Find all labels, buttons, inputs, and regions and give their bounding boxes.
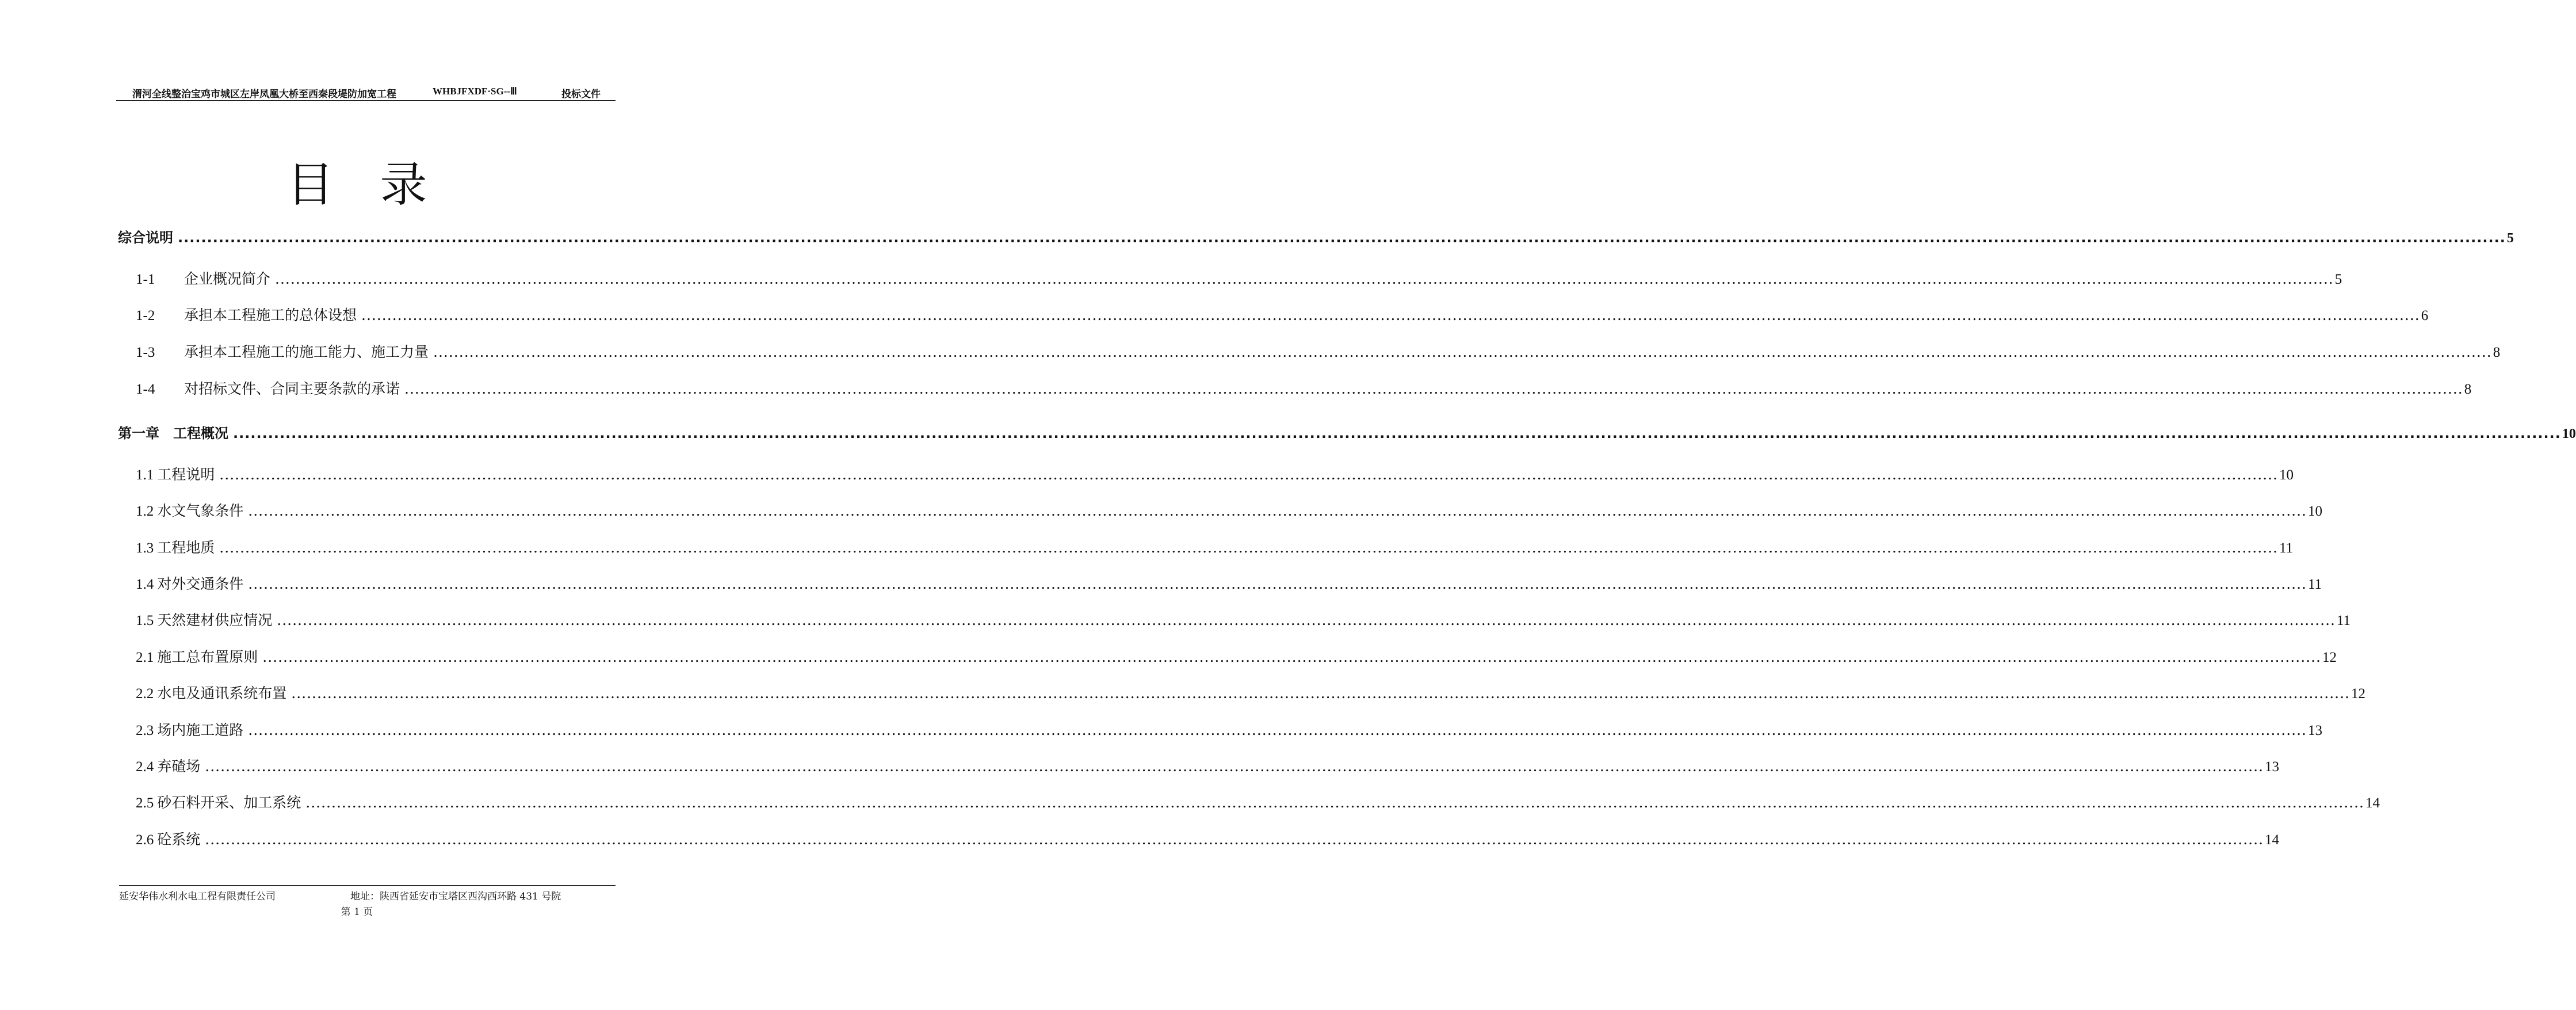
page-footer <box>119 885 616 903</box>
toc-entry-number: 2.4 <box>136 759 154 775</box>
toc-leader-dots: ................................................................................................................................................................................................................................................................................................................................................................................................................ <box>361 307 2420 323</box>
header-document-type: 投标文件 <box>561 89 601 100</box>
toc-section-entry[interactable] <box>136 500 2322 520</box>
toc-entry-label: 施工总布置原则 <box>157 649 258 665</box>
toc-entry-number: 1-4 <box>136 382 155 397</box>
toc-entry-label: 天然建材供应情况 <box>157 612 273 628</box>
toc-section-entry[interactable] <box>136 378 2472 398</box>
toc-entry-page: 13 <box>2307 723 2322 738</box>
toc-entry-label: 第一章 工程概况 <box>118 425 228 441</box>
toc-leader-dots: ................................................................................................................................................................................................................................................................................................................................................................................................................ <box>178 230 2506 246</box>
toc-section-entry[interactable] <box>136 341 2501 361</box>
toc-entry-page: 5 <box>2334 272 2342 287</box>
toc-title: 目录 <box>286 158 473 212</box>
footer-company: 延安华伟水利水电工程有限责任公司 <box>119 891 276 902</box>
toc-entry-label: 水电及通讯系统布置 <box>157 685 287 702</box>
toc-entry-label: 企业概况简介 <box>184 270 271 287</box>
toc-entry-number: 1.3 <box>136 540 154 556</box>
toc-entry-number: 1-1 <box>136 272 155 287</box>
toc-entry-number: 2.3 <box>136 723 154 738</box>
toc-entry-number: 2.5 <box>136 795 154 811</box>
toc-entry-page: 10 <box>2307 504 2322 519</box>
toc-leader-dots: ................................................................................................................................................................................................................................................................................................................................................................................................................ <box>248 502 2307 519</box>
toc-leader-dots: ................................................................................................................................................................................................................................................................................................................................................................................................................ <box>262 649 2321 665</box>
toc-section-entry[interactable] <box>136 609 2351 630</box>
toc-section-entry[interactable] <box>136 682 2365 703</box>
toc-entry-label: 水文气象条件 <box>157 502 244 519</box>
toc-leader-dots: ................................................................................................................................................................................................................................................................................................................................................................................................................ <box>219 539 2278 556</box>
toc-entry-label: 对招标文件、合同主要条款的承诺 <box>184 380 400 397</box>
toc-leader-dots: ................................................................................................................................................................................................................................................................................................................................................................................................................ <box>275 270 2334 287</box>
toc-entry-number: 1.4 <box>136 577 154 592</box>
toc-section-entry[interactable] <box>136 646 2337 666</box>
toc-entry-page: 14 <box>2365 795 2380 811</box>
toc-entry-page: 5 <box>2506 231 2514 246</box>
toc-entry-number: 2.6 <box>136 832 154 848</box>
toc-section-entry[interactable] <box>136 791 2380 812</box>
toc-section-entry[interactable] <box>136 304 2429 325</box>
toc-entry-page: 11 <box>2279 540 2294 556</box>
toc-section-entry[interactable] <box>136 828 2279 849</box>
toc-entry-number: 1.5 <box>136 613 154 628</box>
toc-entry-number: 1-3 <box>136 345 155 360</box>
toc-entry-label: 承担本工程施工的总体设想 <box>184 307 357 323</box>
toc-section-entry[interactable] <box>136 268 2342 288</box>
toc-leader-dots: ................................................................................................................................................................................................................................................................................................................................................................................................................ <box>305 794 2364 811</box>
toc-entry-label: 弃碴场 <box>157 758 201 775</box>
toc-entry-number: 2.1 <box>136 650 154 665</box>
toc-leader-dots: ................................................................................................................................................................................................................................................................................................................................................................................................................ <box>291 685 2350 702</box>
toc-entry-number: 2.2 <box>136 686 154 702</box>
toc-entry-page: 12 <box>2322 650 2337 665</box>
toc-entry-page: 10 <box>2279 467 2294 483</box>
toc-entry-label: 综合说明 <box>118 230 173 246</box>
toc-entry-label: 场内施工道路 <box>157 722 244 738</box>
toc-leader-dots: ................................................................................................................................................................................................................................................................................................................................................................................................................ <box>248 575 2307 592</box>
footer-address: 地址：陕西省延安市宝塔区西沟西环路 431 号院 <box>350 891 561 902</box>
toc-chapter-entry[interactable] <box>118 226 2514 246</box>
toc-leader-dots: ................................................................................................................................................................................................................................................................................................................................................................................................................ <box>205 758 2264 775</box>
toc-entry-page: 11 <box>2336 613 2351 628</box>
toc-entry-page: 8 <box>2493 345 2501 360</box>
toc-section-entry[interactable] <box>136 536 2294 557</box>
toc-entry-page: 13 <box>2264 759 2279 775</box>
toc-section-entry[interactable] <box>136 463 2294 484</box>
toc-entry-page: 12 <box>2350 686 2365 702</box>
toc-chapter-entry[interactable] <box>118 422 2576 442</box>
toc-section-entry[interactable] <box>136 719 2322 740</box>
toc-entry-label: 工程地质 <box>157 539 215 556</box>
toc-entry-number: 1.1 <box>136 467 154 483</box>
toc-entry-number: 1.2 <box>136 504 154 519</box>
toc-section-entry[interactable] <box>136 573 2322 593</box>
header-project-code: WHBJFXDF·SG--Ⅲ <box>433 86 517 97</box>
toc-entry-page: 14 <box>2264 832 2279 848</box>
toc-entry-number: 1-2 <box>136 308 155 323</box>
toc-leader-dots: ................................................................................................................................................................................................................................................................................................................................................................................................................ <box>277 612 2336 628</box>
toc-leader-dots: ................................................................................................................................................................................................................................................................................................................................................................................................................ <box>248 722 2307 738</box>
toc-entry-page: 6 <box>2421 308 2429 323</box>
toc-leader-dots: ................................................................................................................................................................................................................................................................................................................................................................................................................ <box>433 344 2492 360</box>
page-number: 第 1 页 <box>341 906 373 918</box>
toc-leader-dots: ................................................................................................................................................................................................................................................................................................................................................................................................................ <box>404 380 2463 397</box>
toc-leader-dots: ................................................................................................................................................................................................................................................................................................................................................................................................................ <box>205 831 2264 848</box>
toc-entry-label: 砼系统 <box>157 831 201 848</box>
toc-entry-label: 砂石料开采、加工系统 <box>157 794 301 811</box>
toc-leader-dots: ................................................................................................................................................................................................................................................................................................................................................................................................................ <box>233 425 2561 441</box>
toc-entry-label: 工程说明 <box>157 466 215 483</box>
toc-entry-label: 对外交通条件 <box>157 575 244 592</box>
header-project-title: 渭河全线整治宝鸡市城区左岸凤凰大桥至西秦段堤防加宽工程 <box>132 89 396 100</box>
toc-entry-label: 承担本工程施工的施工能力、施工力量 <box>184 344 429 360</box>
toc-leader-dots: ................................................................................................................................................................................................................................................................................................................................................................................................................ <box>219 466 2278 483</box>
toc-section-entry[interactable] <box>136 755 2279 776</box>
toc-entry-page: 8 <box>2464 382 2472 397</box>
toc-entry-page: 10 <box>2562 426 2576 441</box>
toc-entry-page: 11 <box>2307 577 2322 592</box>
